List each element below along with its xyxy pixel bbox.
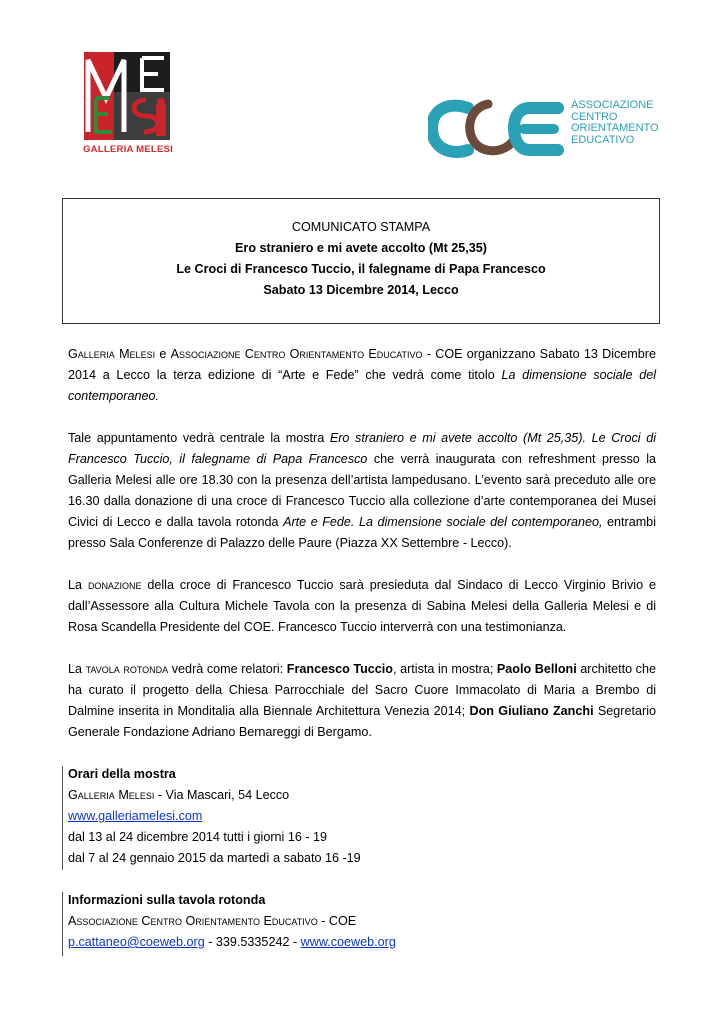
paragraph-exhibition [68,428,656,554]
venue-line [68,785,361,806]
section-rule [62,892,63,956]
event-title: La dimensione sociale del contemporaneo. [68,368,656,403]
organizer-line [68,911,396,932]
organizer-suffix: - COE [317,914,357,928]
coe-word: ORIENTAMENTO [571,122,659,134]
organizer-name: Associazione Centro Orientamento Educativo [68,914,318,928]
coe-logo-words [571,100,659,146]
text: , artista in mostra; [393,662,497,676]
keyword: donazione [87,578,142,592]
header-line-subtitle: Le Croci di Francesco Tuccio, il falegname di Papa Francesco [176,262,546,276]
text: e [155,347,171,361]
text: Tale appuntamento vedrà centrale la mostra [68,431,330,445]
text: architetto che ha curato il progetto della Chiesa Parrocchiale del Sacro Cuore Immacolato di Maria a Brembo di Dalmine inserita in Monditalia alla Biennale Architettura Venezia 2014; [68,662,656,718]
roundtable-title: Arte e Fede. La dimensione sociale del contemporaneo, [283,515,603,529]
coe-word: ASSOCIAZIONE [571,99,654,111]
coe-logo [428,94,668,164]
coe-word: CENTRO [571,110,618,123]
hours-line: dal 13 al 24 dicembre 2014 tutti i giorni 16 - 19 [68,830,328,844]
gallery-website-link[interactable]: www.galleriamelesi.com [68,809,203,823]
roundtable-info-title: Informazioni sulla tavola rotonda [68,893,266,907]
text: La [68,662,86,676]
paragraph-intro [68,344,656,407]
text: che verrà inaugurata con refreshment presso la Galleria Melesi alle ore 18.30 con la presenza dell’artista lampedusano. L’evento sarà preceduto alle ore 16.30 dalla donazione di una croce di Francesco Tuccio alla collezione d’arte contemporanea dei Musei Civici di Lecco e dalla tavola rotonda [68,452,657,529]
press-release-header [62,198,660,324]
coe-word: EDUCATIVO [571,133,635,146]
opening-hours-section [68,764,361,869]
venue-name: Galleria Melesi [68,788,155,802]
text: Segretario Generale Fondazione Adriano Bernareggi di Bergamo. [68,704,656,739]
text: La [68,578,88,592]
hours-line: dal 7 al 24 gennaio 2015 da martedì a sabato 16 -19 [68,851,361,865]
speaker-name: Francesco Tuccio [286,662,394,676]
header-line-title: Ero straniero e mi avete accolto (Mt 25,35) [235,241,487,255]
speaker-name: Paolo Belloni [496,662,577,676]
contact-line [68,932,396,953]
galleria-melesi-logo-art [84,52,170,140]
text: della croce di Francesco Tuccio sarà presieduta dal Sindaco di Lecco Virginio Brivio e dall’Assessore alla Cultura Michele Tavola con la presenza di Sabina Melesi della Galleria Melesi e di Rosa Scandella Presidente del COE. Francesco Tuccio interverrà con una testimonianza. [68,578,656,634]
galleria-melesi-caption: GALLERIA MELESI [82,144,174,155]
exhibition-title: Ero straniero e mi avete accolto (Mt 25,35). Le Croci di Francesco Tuccio, il falegname di Papa Francesco [68,431,657,466]
roundtable-info-section [68,890,396,953]
header-line-date: Sabato 13 Dicembre 2014, Lecco [263,283,459,297]
email-link[interactable]: p.cattaneo@coeweb.org [68,935,205,949]
org-name: Associazione Centro Orientamento Educativo [170,347,423,361]
section-rule [62,766,63,870]
paragraph-donation [68,575,656,638]
venue-address: - Via Mascari, 54 Lecco [154,788,290,802]
opening-hours-title: Orari della mostra [68,767,176,781]
org-name: Galleria Melesi [68,347,156,361]
phone-number: - 339.5335242 - [204,935,301,949]
text: vedrà come relatori: [168,662,287,676]
header-line-press-release: COMUNICATO STAMPA [291,220,431,234]
text: entrambi presso Sala Conferenze di Palazzo delle Paure (Piazza XX Settembre - Lecco). [68,515,656,550]
paragraph-speakers [68,659,656,743]
keyword: tavola rotonda [85,662,169,676]
galleria-melesi-logo [78,52,178,162]
text: - COE organizzano Sabato 13 Dicembre 2014 a Lecco la terza edizione di “Arte e Fede” che vedrà come titolo [68,347,656,382]
coe-logo-letters [428,94,568,164]
coe-website-link[interactable]: www.coeweb.org [300,935,396,949]
speaker-name: Don Giuliano Zanchi [469,704,594,718]
